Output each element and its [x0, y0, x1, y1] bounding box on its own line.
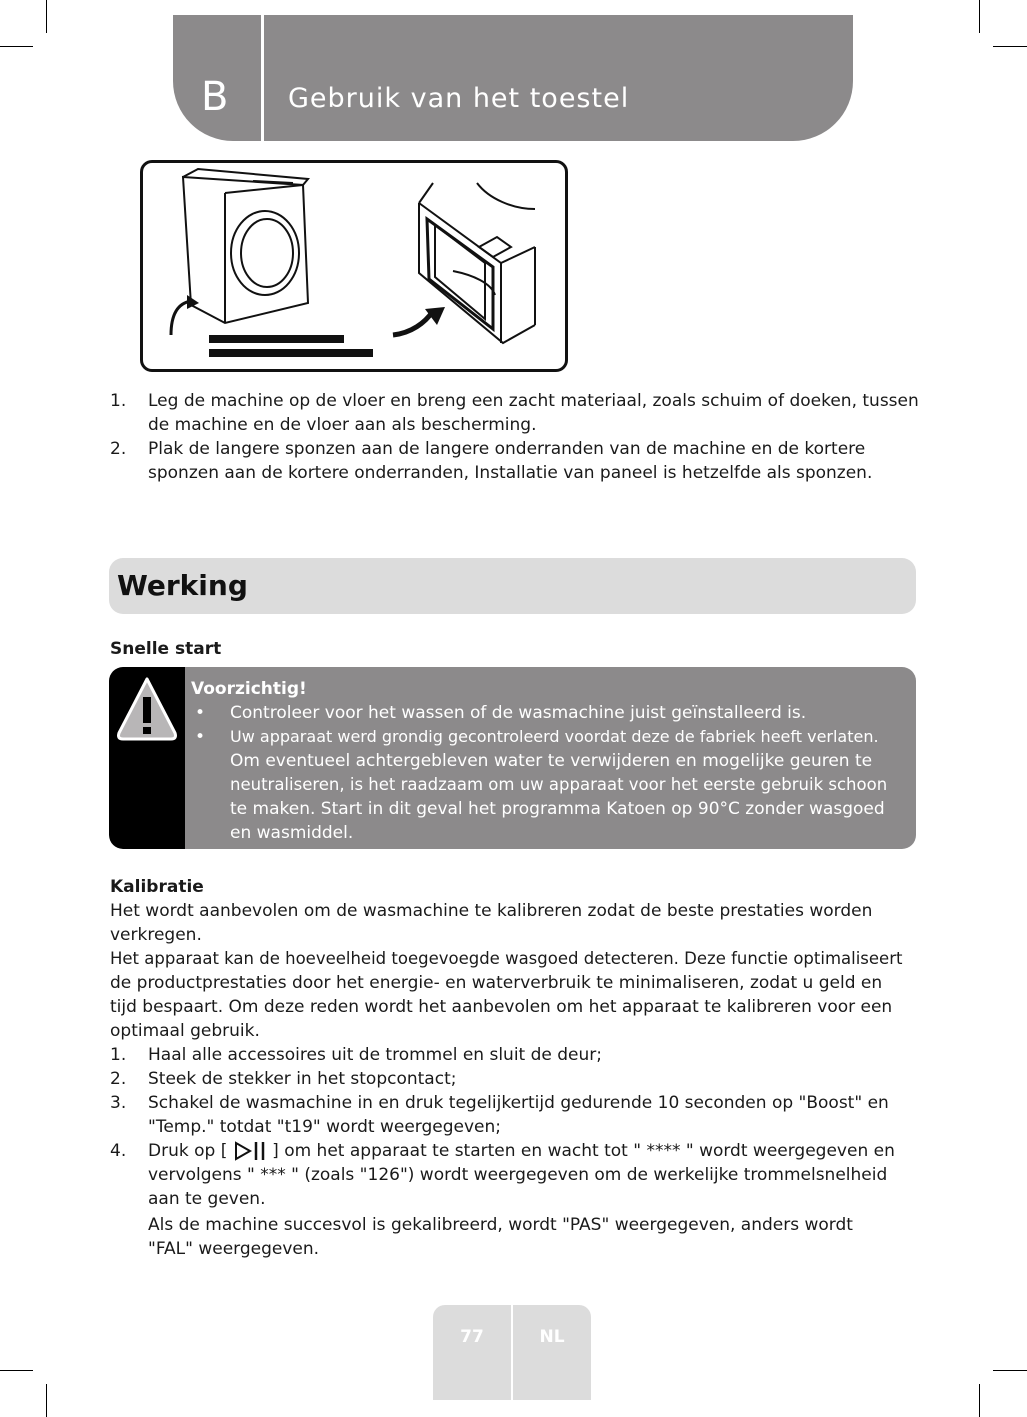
warning-bullet-2-line-2: Om eventueel achtergebleven water te verwijderen en mogelijke geuren te [230, 751, 873, 771]
calibration-step-4-number: 4. [110, 1141, 127, 1161]
warning-bullet-2-line-3: neutraliseren, is het raadzaam om uw apparaat voor het eerste gebruik schoon [230, 775, 888, 794]
warning-bullet-2-dot: • [195, 727, 206, 747]
calibration-step-3-line-1: Schakel de wasmachine in en druk tegelijkertijd gedurende 10 seconden op "Boost" en [148, 1093, 889, 1113]
chapter-letter: B [201, 74, 229, 120]
calibration-step-2-text: Steek de stekker in het stopcontact; [148, 1069, 457, 1089]
crop-mark [979, 1384, 980, 1417]
washing-machine-illustration [143, 163, 565, 369]
calibration-para1-line-1: Het wordt aanbevolen om de wasmachine te kalibreren zodat de beste prestaties worden [110, 901, 873, 921]
warning-bullet-2-line-5: en wasmiddel. [230, 823, 354, 843]
install-step-2-line-2: sponzen aan de kortere onderranden, Installatie van paneel is hetzelfde als sponzen. [148, 463, 873, 483]
crop-mark [46, 0, 47, 33]
install-step-1-number: 1. [110, 391, 127, 411]
calibration-step-4-line-3: aan te geven. [148, 1189, 266, 1209]
warning-box [109, 667, 916, 849]
calibration-step-1-number: 1. [110, 1045, 127, 1065]
calibration-step-4-line-2: vervolgens " *** " (zoals "126") wordt weergegeven om de werkelijke trommelsnelheid [148, 1165, 888, 1185]
calibration-step-3-number: 3. [110, 1093, 127, 1113]
warning-triangle-icon [109, 671, 185, 751]
calibration-para1-line-2: verkregen. [110, 925, 202, 945]
section-title: Werking [117, 569, 248, 602]
install-step-2-number: 2. [110, 439, 127, 459]
start-pause-icon [233, 1141, 267, 1161]
warning-bullet-2-line-4: te maken. Start in dit geval het programma Katoen op 90°C zonder wasgoed [230, 799, 885, 819]
section-header [109, 558, 916, 614]
crop-mark [0, 46, 33, 47]
page-number: 77 [460, 1327, 484, 1347]
language-tab [513, 1305, 591, 1400]
calibration-step-4-line-5: "FAL" weergegeven. [148, 1239, 320, 1259]
warning-bullet-2-line-1: Uw apparaat werd grondig gecontroleerd voordat deze de fabriek heeft verlaten. [230, 727, 879, 746]
warning-bullet-1: Controleer voor het wassen of de wasmachine juist geïnstalleerd is. [230, 703, 807, 723]
install-step-2-line-1: Plak de langere sponzen aan de langere onderranden van de machine en de kortere [148, 439, 866, 459]
crop-mark [0, 1370, 33, 1371]
crop-mark [46, 1384, 47, 1417]
header-divider [261, 15, 264, 141]
calibration-para2-line-2: de productprestaties door het energie- en waterverbruik te minimaliseren, zodat u geld en [110, 973, 883, 993]
warning-title: Voorzichtig! [191, 679, 307, 699]
crop-mark [993, 46, 1027, 47]
calibration-para2-line-4: optimaal gebruik. [110, 1021, 260, 1041]
chapter-header [173, 15, 853, 141]
step4-suffix: ] om het apparaat te starten en wacht tot " **** " wordt weergegeven en [272, 1141, 895, 1161]
crop-mark [979, 0, 980, 33]
calibration-step-1-text: Haal alle accessoires uit de trommel en sluit de deur; [148, 1045, 603, 1065]
step4-prefix: Druk op [ [148, 1141, 228, 1161]
installation-illustration [140, 160, 568, 372]
quick-start-heading: Snelle start [110, 639, 222, 659]
language-code: NL [539, 1327, 565, 1347]
calibration-heading: Kalibratie [110, 877, 204, 897]
warning-sidebar [109, 667, 185, 849]
calibration-step-4-line-1 [148, 1139, 895, 1163]
install-step-1-line-1: Leg de machine op de vloer en breng een zacht materiaal, zoals schuim of doeken, tussen [148, 391, 919, 411]
calibration-step-2-number: 2. [110, 1069, 127, 1089]
calibration-step-4-line-4: Als de machine succesvol is gekalibreerd, wordt "PAS" weergegeven, anders wordt [148, 1215, 853, 1235]
warning-bullet-1-dot: • [195, 703, 206, 723]
calibration-para2-line-1: Het apparaat kan de hoeveelheid toegevoegde wasgoed detecteren. Deze functie optimaliseert [110, 949, 903, 968]
calibration-step-3-line-2: "Temp." totdat "t19" wordt weergegeven; [148, 1117, 501, 1137]
chapter-title: Gebruik van het toestel [288, 83, 630, 114]
page-number-tab [433, 1305, 511, 1400]
calibration-para2-line-3: tijd bespaart. Om deze reden wordt het aanbevolen om het apparaat te kalibreren voor een [110, 997, 893, 1017]
crop-mark [993, 1370, 1027, 1371]
install-step-1-line-2: de machine en de vloer aan als bescherming. [148, 415, 537, 435]
